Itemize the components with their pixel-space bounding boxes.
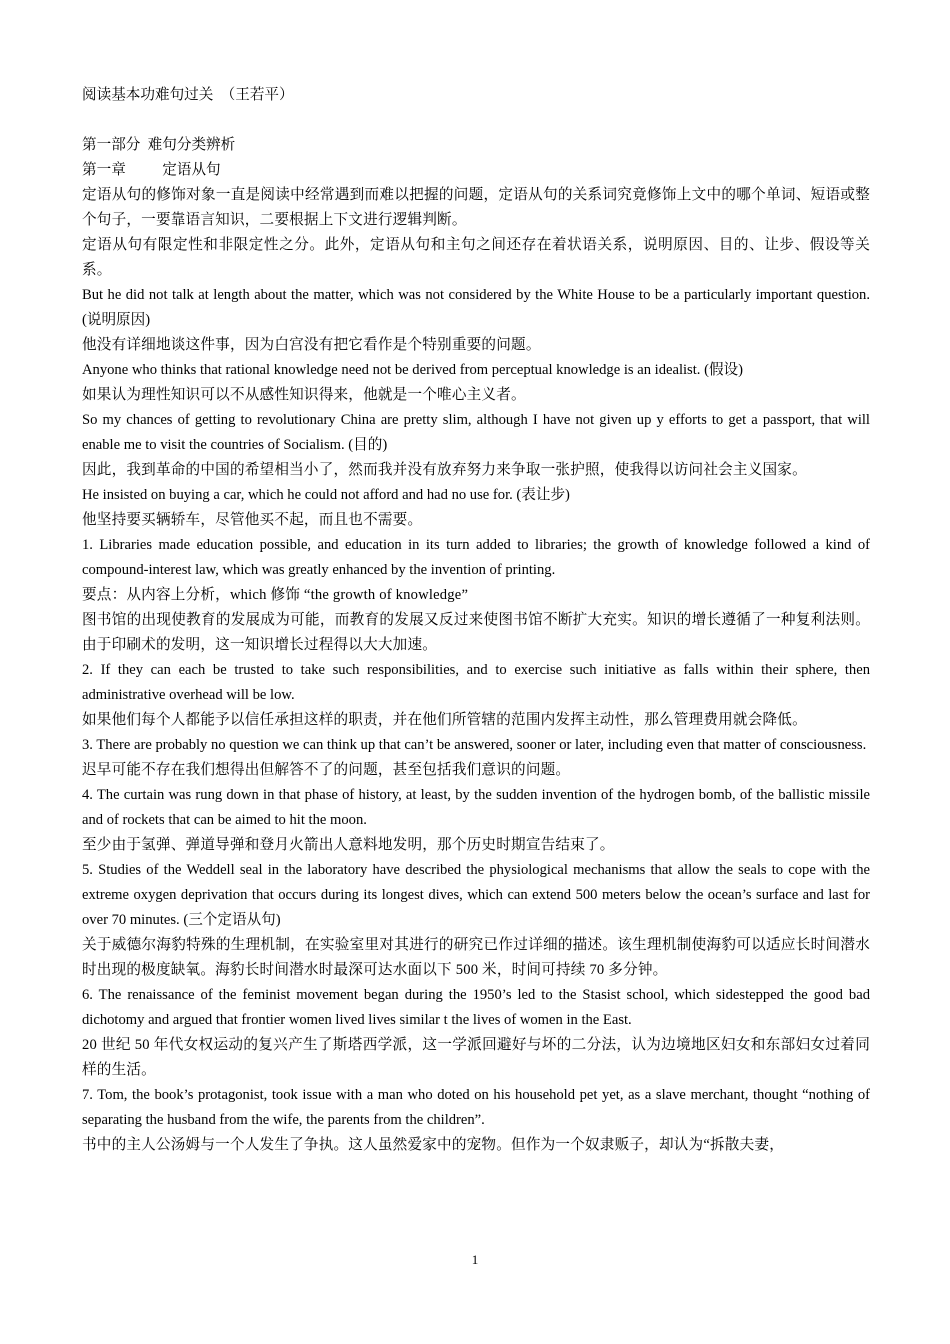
paragraph: 3. There are probably no question we can think up that can’t be answered, sooner or later, including even that matter of consciousness.	[82, 737, 867, 753]
chapter-heading: 第一章 定语从句	[82, 162, 221, 178]
paragraph: 6. The renaissance of the feminist movement began during the 1950’s led to the Stasist school, which sidestepped the good bad dichotomy and argued that frontier women lived lives similar t the lives of women in the East.	[82, 987, 870, 1028]
paragraph: Anyone who thinks that rational knowledge need not be derived from perceptual knowledge is an idealist. (假设)	[82, 362, 743, 378]
paragraph: 20 世纪 50 年代女权运动的复兴产生了斯塔西学派，这一学派回避好与坏的二分法，认为边境地区妇女和东部妇女过着同样的生活。	[82, 1037, 870, 1078]
paragraph: 要点：从内容上分析，which 修饰 “the growth of knowledge”	[82, 587, 469, 603]
paragraph: 迟早可能不存在我们想得出但解答不了的问题，甚至包括我们意识的问题。	[82, 762, 571, 778]
paragraph: 定语从句的修饰对象一直是阅读中经常遇到而难以把握的问题，定语从句的关系词究竟修饰上文中的哪个单词、短语或整个句子，一要靠语言知识，二要根据上下文进行逻辑判断。	[82, 187, 870, 228]
paragraph: 7. Tom, the book’s protagonist, took issue with a man who doted on his household pet yet, as a slave merchant, thought “nothing of separating the husband from the wife, the parents from the children”.	[82, 1087, 870, 1128]
paragraph: 他坚持要买辆轿车，尽管他买不起，而且也不需要。	[82, 512, 423, 528]
paragraph: 5. Studies of the Weddell seal in the laboratory have described the physiological mechanisms that allow the seals to cope with the extreme oxygen deprivation that occurs during its longest dives, which can extend 500 meters below the ocean’s surface and last for over 70 minutes. (三个定语从句)	[82, 862, 870, 928]
page-number: 1	[471, 1252, 479, 1267]
paragraph: 因此，我到革命的中国的希望相当小了，然而我并没有放弃努力来争取一张护照，使我得以访问社会主义国家。	[82, 462, 807, 478]
paragraph: 图书馆的出现使教育的发展成为可能，而教育的发展又反过来使图书馆不断扩大充实。知识的增长遵循了一种复利法则。由于印刷术的发明，这一知识增长过程得以大大加速。	[82, 612, 870, 653]
paragraph: 他没有详细地谈这件事，因为白宫没有把它看作是个特别重要的问题。	[82, 337, 541, 353]
paragraph: 4. The curtain was rung down in that phase of history, at least, by the sudden invention of the hydrogen bomb, of the ballistic missile and of rockets that can be aimed to hit the moon.	[82, 787, 870, 828]
paragraph: He insisted on buying a car, which he could not afford and had no use for. (表让步)	[82, 487, 570, 503]
document-body	[82, 183, 870, 1158]
paragraph: 关于威德尔海豹特殊的生理机制，在实验室里对其进行的研究已作过详细的描述。该生理机制使海豹可以适应长时间潜水时出现的极度缺氧。海豹长时间潜水时最深可达水面以下 500 米，时间可持续 70 多分钟。	[82, 937, 870, 978]
paragraph: 如果他们每个人都能予以信任承担这样的职责，并在他们所管辖的范围内发挥主动性，那么管理费用就会降低。	[82, 712, 807, 728]
paragraph: 2. If they can each be trusted to take such responsibilities, and to exercise such initiative as falls within their sphere, then administrative overhead will be low.	[82, 662, 870, 703]
paragraph: 至少由于氢弹、弹道导弹和登月火箭出人意料地发明，那个历史时期宣告结束了。	[82, 837, 615, 853]
document-title: 阅读基本功难句过关 （王若平）	[82, 87, 294, 103]
paragraph: But he did not talk at length about the matter, which was not considered by the White House to be a particularly important question. (说明原因)	[82, 287, 870, 328]
paragraph: 如果认为理性知识可以不从感性知识得来，他就是一个唯心主义者。	[82, 387, 526, 403]
part-heading: 第一部分 难句分类辨析	[82, 137, 236, 153]
paragraph: 1. Libraries made education possible, and education in its turn added to libraries; the growth of knowledge followed a kind of compound-interest law, which was greatly enhanced by the invention of printing.	[82, 537, 870, 578]
paragraph: 书中的主人公汤姆与一个人发生了争执。这人虽然爱家中的宠物。但作为一个奴隶贩子，却认为“拆散夫妻，	[82, 1137, 784, 1153]
paragraph: So my chances of getting to revolutionary China are pretty slim, although I have not given up y efforts to get a passport, that will enable me to visit the countries of Socialism. (目的)	[82, 412, 870, 453]
paragraph: 定语从句有限定性和非限定性之分。此外，定语从句和主句之间还存在着状语关系，说明原因、目的、让步、假设等关系。	[82, 237, 870, 278]
